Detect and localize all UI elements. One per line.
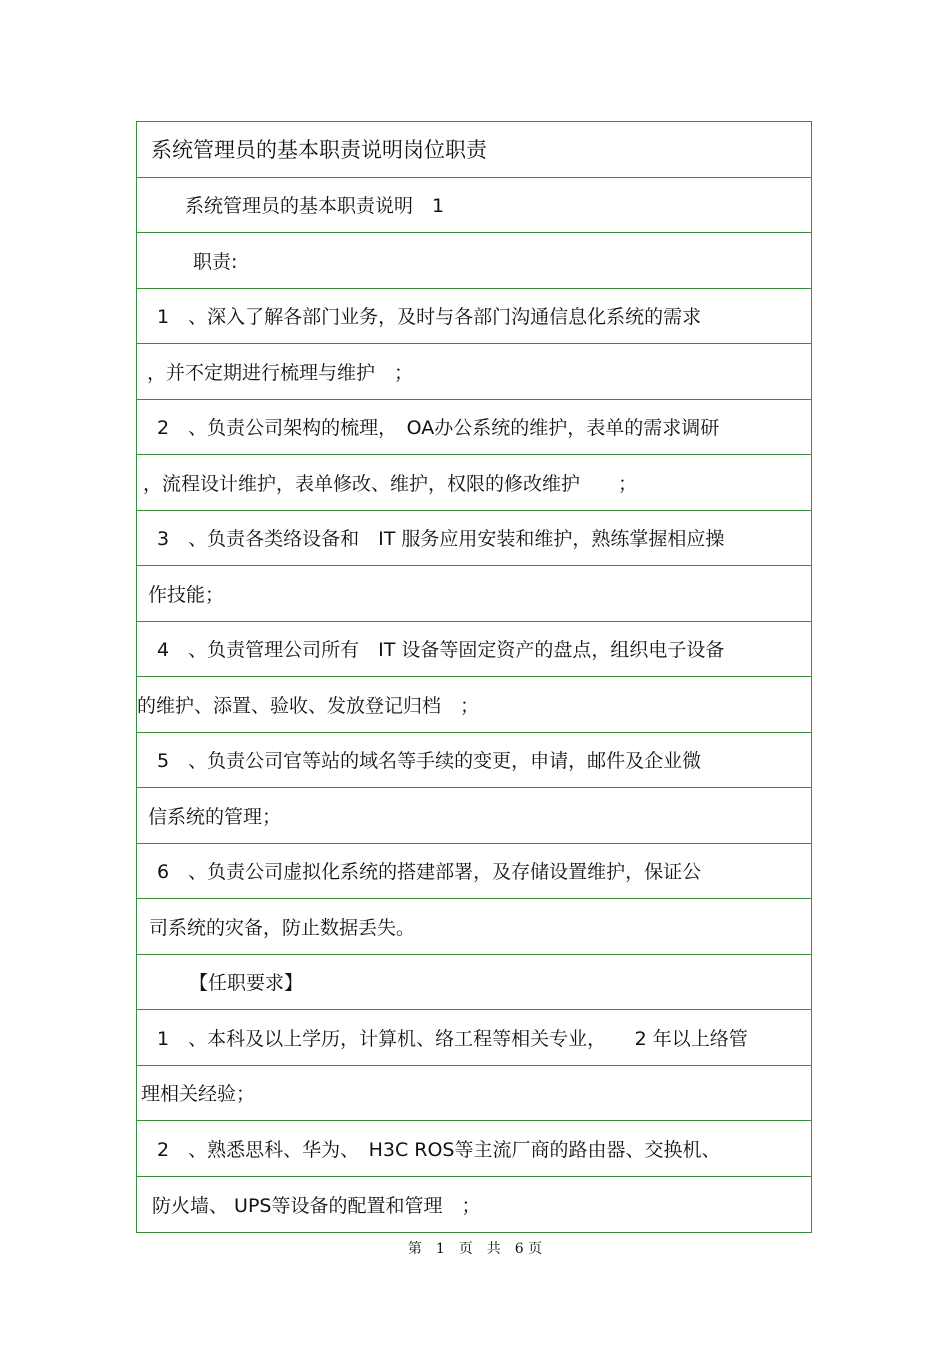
section-heading: 【任职要求】 <box>189 972 304 995</box>
text-line <box>137 566 811 622</box>
document-table <box>136 121 812 1233</box>
text-line <box>137 289 811 345</box>
text-line-content: 5 、负责公司官等站的域名等手续的变更，申请，邮件及企业微 <box>157 750 702 773</box>
text-line <box>137 844 811 900</box>
section-heading: 职责: <box>193 250 238 273</box>
text-line <box>137 1010 811 1066</box>
text-line-content: 2 、负责公司架构的梳理， OA办公系统的维护，表单的需求调研 <box>157 417 720 440</box>
text-line <box>137 1177 811 1233</box>
text-line <box>137 400 811 456</box>
text-line-content: 防火墙、 UPS等设备的配置和管理 ； <box>152 1194 481 1217</box>
doc-subtitle: 系统管理员的基本职责说明 1 <box>185 195 445 218</box>
text-line-content: 理相关经验； <box>141 1083 256 1106</box>
doc-subtitle-row <box>137 178 811 234</box>
doc-title-row <box>137 122 811 178</box>
text-line <box>137 622 811 678</box>
text-line <box>137 344 811 400</box>
text-line <box>137 788 811 844</box>
text-line-content: 1 、深入了解各部门业务，及时与各部门沟通信息化系统的需求 <box>157 306 702 329</box>
text-line-content: 作技能； <box>148 583 225 606</box>
text-line-content: 2 、熟悉思科、华为、 H3C ROS等主流厂商的路由器、交换机、 <box>157 1138 721 1161</box>
text-line <box>137 677 811 733</box>
text-line-content: ，并不定期进行梳理与维护 ； <box>147 361 414 384</box>
text-line <box>137 899 811 955</box>
page-footer: 第 1 页 共 6 页 <box>407 1241 543 1257</box>
text-line <box>137 1121 811 1177</box>
text-line-content: 1 、本科及以上学历，计算机、络工程等相关专业， 2 年以上络管 <box>157 1027 748 1050</box>
text-line <box>137 455 811 511</box>
text-line-content: ，流程设计维护，表单修改、维护，权限的修改维护 ； <box>143 472 638 495</box>
text-line-content: 司系统的灾备，防止数据丢失。 <box>149 916 416 939</box>
text-line-content: 6 、负责公司虚拟化系统的搭建部署，及存储设置维护，保证公 <box>157 861 702 884</box>
text-line-content: 3 、负责各类络设备和 IT 服务应用安装和维护，熟练掌握相应操 <box>157 528 725 551</box>
section-heading-row <box>137 955 811 1011</box>
text-line <box>137 1066 811 1122</box>
section-heading-row <box>137 233 811 289</box>
doc-title: 系统管理员的基本职责说明岗位职责 <box>151 138 487 163</box>
text-line-content: 4 、负责管理公司所有 IT 设备等固定资产的盘点，组织电子设备 <box>157 639 725 662</box>
text-line-content: 信系统的管理； <box>148 805 282 828</box>
text-line <box>137 511 811 567</box>
text-line <box>137 733 811 789</box>
text-line-content: 的维护、添置、验收、发放登记归档 ； <box>137 694 480 717</box>
